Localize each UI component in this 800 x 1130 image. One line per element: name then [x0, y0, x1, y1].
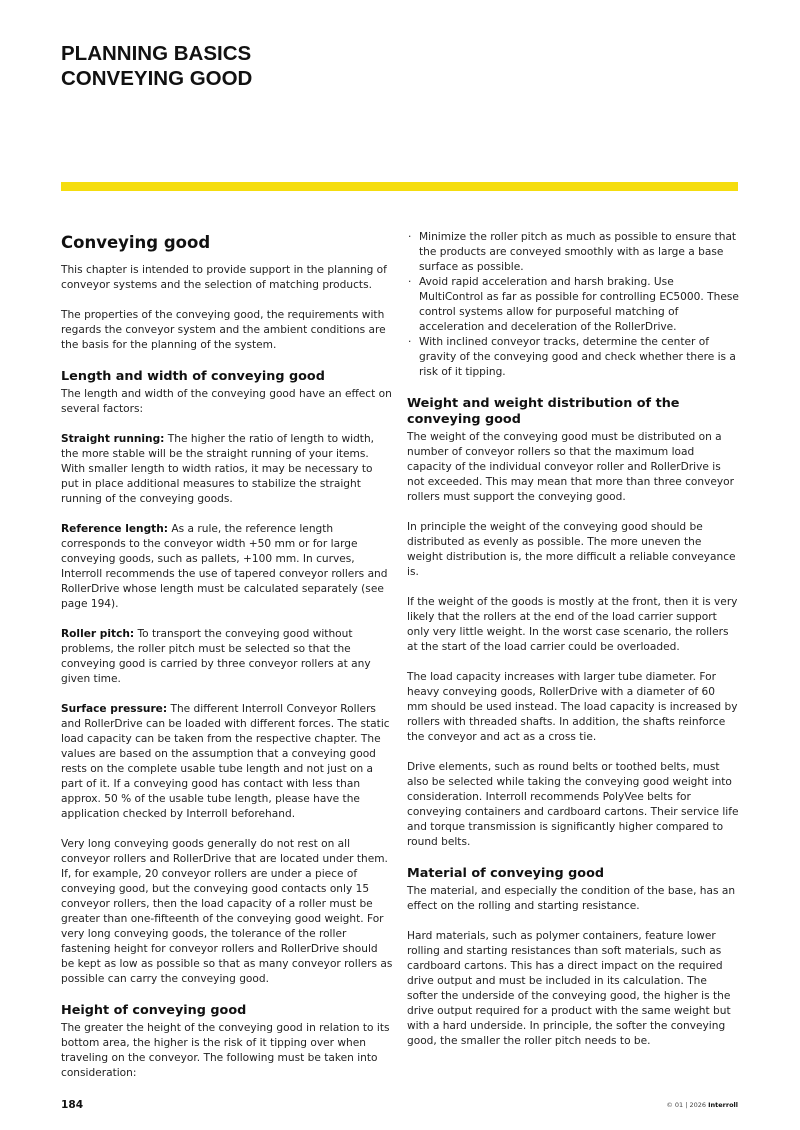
surface-pressure-text: The different Interroll Conveyor Rollers and RollerDrive can be loaded with different forces. The static load capacity can be taken from the respective chapter. The values are based on the assumption that a conveying good rests on the complete usable tube length and not just on a part of it. If a conveying good has contact with less than approx. 50 % of the usable tube length, please have the application checked by Interroll beforehand.	[61, 703, 390, 820]
page-title-line-1: PLANNING BASICS	[61, 42, 252, 65]
edition-text: © 01 | 2026	[666, 1101, 707, 1109]
intro-paragraph-2: The properties of the conveying good, the requirements with regards the conveyor system and the ambient conditions are the basis for the planning of the system.	[61, 309, 386, 351]
long-goods-paragraph: Very long conveying goods generally do not rest on all conveyor rollers and RollerDrive that are located under them. If, for example, 20 conveyor rollers are under a piece of conveying good, but the conveying good contacts only 15 conveyor rollers, then the load capacity of a roller must be greater than one-fifteenth of the conveying good weight. For very long conveying goods, the tolerance of the roller fastening height for conveyor rollers and RollerDrive should be kept as low as possible so that as many conveyor rollers as possible can carry the conveying good.	[61, 838, 393, 985]
material-heading: Material of conveying good	[407, 866, 605, 881]
weight-paragraph-2: In principle the weight of the conveying good should be distributed as evenly as possible. The more uneven the weight distribution is, the more difficult a reliable conveyance is.	[407, 521, 736, 578]
brand-logo-text: Interroll	[708, 1101, 738, 1109]
height-considerations-list	[407, 230, 739, 380]
material-paragraph-1: The material, and especially the condition of the base, has an effect on the rolling and starting resistance.	[407, 885, 736, 912]
reference-length-paragraph	[61, 522, 393, 612]
roller-pitch-text: To transport the conveying good without problems, the roller pitch must be selected so that the conveying good is carried by three conveyor rollers at any given time.	[61, 628, 371, 685]
reference-length-text: As a rule, the reference length corresponds to the conveyor width +50 mm or for large conveying goods, such as pallets, +100 mm. In curves, Interroll recommends the use of tapered conveyor rollers and RollerDrive whose length must be calculated separately (see page 194).	[61, 523, 388, 610]
weight-paragraph-5: Drive elements, such as round belts or toothed belts, must also be selected while taking the conveying good weight into consideration. Interroll recommends PolyVee belts for conveying containers and cardboard cartons. Their service life and torque transmission is significantly higher compared to round belts.	[407, 761, 739, 848]
weight-paragraph-3: If the weight of the goods is mostly at the front, then it is very likely that the rollers at the end of the load carrier support only very little weight. In the worst case scenario, the rollers at the start of the load carrier could be overloaded.	[407, 596, 738, 653]
list-item: · With inclined conveyor tracks, determine the center of gravity of the conveying good and check whether there is a risk of it tipping.	[407, 335, 739, 380]
straight-running-label: Straight running:	[61, 433, 165, 445]
length-width-intro: The length and width of the conveying good have an effect on several factors:	[61, 388, 392, 415]
straight-running-paragraph	[61, 432, 393, 507]
roller-pitch-paragraph	[61, 627, 393, 687]
page-title-line-2: CONVEYING GOOD	[61, 67, 253, 90]
weight-heading: Weight and weight distribution of the conveying good	[407, 396, 680, 427]
material-paragraph-2: Hard materials, such as polymer containers, feature lower rolling and starting resistances than soft materials, such as cardboard cartons. This has a direct impact on the required drive output and must be included in its calculation. The softer the underside of the conveying good, the higher is the drive output required for a product with the same weight but with a hard underside. In principle, the softer the conveying good, the smaller the roller pitch needs to be.	[407, 930, 731, 1047]
intro-paragraph-1: This chapter is intended to provide support in the planning of conveyor systems and the selection of matching products.	[61, 264, 387, 291]
right-column	[407, 230, 739, 1064]
surface-pressure-paragraph	[61, 702, 393, 822]
surface-pressure-label: Surface pressure:	[61, 703, 168, 715]
page-number: 184	[61, 1099, 84, 1111]
section-title: Conveying good	[61, 233, 211, 252]
weight-paragraph-4: The load capacity increases with larger tube diameter. For heavy conveying goods, RollerDrive with a diameter of 60 mm should be used instead. The load capacity is increased by rollers with threaded shafts. In addition, the shafts reinforce the conveyor and act as a cross tie.	[407, 671, 738, 743]
left-column	[61, 228, 393, 1096]
length-width-heading: Length and width of conveying good	[61, 369, 325, 384]
weight-paragraph-1: The weight of the conveying good must be distributed on a number of conveyor rollers so that the maximum load capacity of the individual conveyor roller and RollerDrive is not exceeded. This may mean that more than three conveyor rollers must support the conveying good.	[407, 431, 735, 503]
footer-edition	[666, 1101, 738, 1109]
height-paragraph: The greater the height of the conveying good in relation to its bottom area, the higher is the risk of it tipping over when traveling on the conveyor. The following must be taken into consideration:	[61, 1022, 390, 1079]
list-item: · Avoid rapid acceleration and harsh braking. Use MultiControl as far as possible for controlling EC5000. These control systems allow for purposeful matching of acceleration and deceleration of the RollerDrive.	[407, 275, 739, 335]
list-item: · Minimize the roller pitch as much as possible to ensure that the products are conveyed smoothly with as large a base surface as possible.	[407, 230, 739, 275]
height-heading: Height of conveying good	[61, 1003, 247, 1018]
roller-pitch-label: Roller pitch:	[61, 628, 135, 640]
straight-running-text: The higher the ratio of length to width, the more stable will be the straight running of your items. With smaller length to width ratios, it may be necessary to put in place additional measures to stabilize the straight running of the conveying goods.	[61, 433, 375, 505]
accent-bar	[61, 182, 738, 191]
page-title	[61, 41, 252, 91]
reference-length-label: Reference length:	[61, 523, 169, 535]
